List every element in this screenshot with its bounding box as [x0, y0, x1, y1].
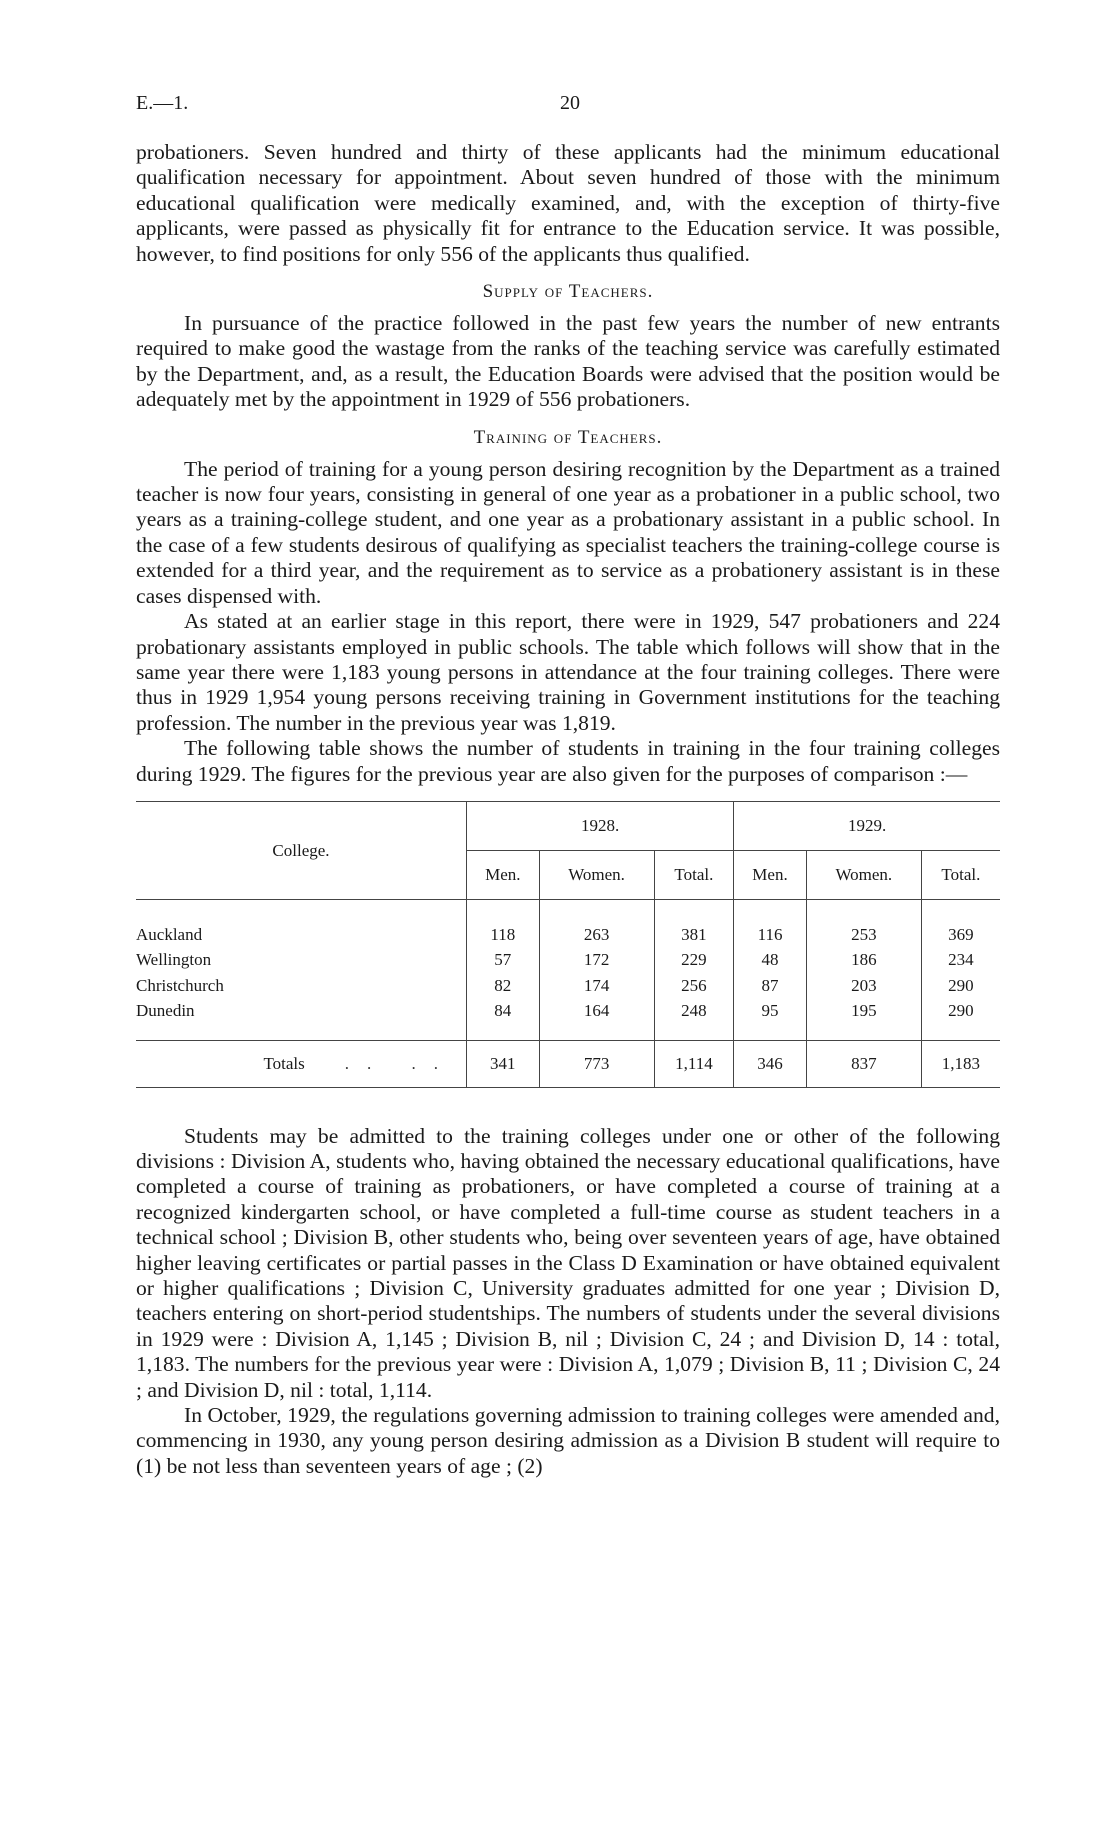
table-row	[136, 947, 1000, 972]
college-name: Dunedin	[136, 1001, 195, 1021]
total-cell: 773	[539, 1040, 654, 1087]
table-cell: 290	[921, 998, 1000, 1040]
dot-leaders: .. ..	[344, 1053, 456, 1073]
table-cell: 118	[467, 899, 540, 947]
table-cell: 248	[654, 998, 734, 1040]
table-cell: 87	[734, 973, 807, 998]
table-cell: 174	[539, 973, 654, 998]
table-cell: 253	[806, 899, 921, 947]
table-cell: 116	[734, 899, 807, 947]
section-heading-training: Training of Teachers.	[473, 426, 663, 448]
table-cell: 381	[654, 899, 734, 947]
total-cell: 837	[806, 1040, 921, 1087]
table-cell: 234	[921, 947, 1000, 972]
total-cell: 1,114	[654, 1040, 734, 1087]
table-row	[136, 998, 1000, 1040]
table-cell: 82	[467, 973, 540, 998]
page-body	[136, 140, 1000, 1479]
table-cell: 57	[467, 947, 540, 972]
college-name: Christchurch	[136, 975, 224, 995]
table-cell: 48	[734, 947, 807, 972]
paragraph: Students may be admitted to the training colleges under one or other of the following divisions : Division A, students who, having obtained the necessary educational qualifications, have completed a course of training as probationers, or have completed a course of training at a recognized kindergarten school, or have completed a full-time course as student teachers in a technical school ; Division B, other students who, being over seventeen years of age, have obtained higher leaving certificates or partial passes in the Class D Examination or have obtained equivalent or higher qualifications ; Division C, University graduates admitted for one year ; Division D, teachers entering on short-period studentships. The numbers of students under the several divisions in 1929 were : Division A, 1,145 ; Division B, nil ; Division C, 24 ; and Division D, 14 : total, 1,183. The numbers for the previous year were : Division A, 1,079 ; Division B, 11 ; Division C, 24 ; and Division D, nil : total, 1,114.	[136, 1123, 1000, 1402]
document-reference: E.—1.	[136, 92, 189, 114]
section-heading-supply: Supply of Teachers.	[482, 281, 654, 303]
table-cell: 84	[467, 998, 540, 1040]
college-name: Auckland	[136, 924, 203, 944]
table-cell: 229	[654, 947, 734, 972]
paragraph: The following table shows the number of students in training in the four training colleges during 1929. The figures for the previous year are also given for the purposes of comparison :—	[136, 736, 1000, 786]
stats-table	[136, 801, 1000, 1088]
table-cell: 369	[921, 899, 1000, 947]
men-1928-header: Men.	[467, 850, 540, 899]
total-cell: 346	[734, 1040, 807, 1087]
page-header	[136, 92, 996, 122]
women-1929-header: Women.	[806, 850, 921, 899]
totals-label: Totals	[263, 1053, 305, 1073]
women-1928-header: Women.	[539, 850, 654, 899]
year-1929-header: 1929.	[734, 801, 1000, 850]
paragraph: As stated at an earlier stage in this report, there were in 1929, 547 probationers and 224 probationary assistants employed in public schools. The table which follows will show that in the same year there were 1,183 young persons in attendance at the four training colleges. There were thus in 1929 1,954 young persons receiving training in Government institutions for the teaching profession. The number in the previous year was 1,819.	[136, 609, 1000, 735]
men-1929-header: Men.	[734, 850, 807, 899]
paragraph: probationers. Seven hundred and thirty of these applicants had the minimum educational qualification necessary for appointment. About seven hundred of those with the minimum educational qualification were medically examined, and, with the exception of thirty-five applicants, were passed as physically fit for entrance to the Education service. It was possible, however, to find positions for only 556 of the applicants thus qualified.	[136, 140, 1000, 266]
college-column-header: College.	[136, 801, 467, 899]
total-cell: 341	[467, 1040, 540, 1087]
table-cell: 164	[539, 998, 654, 1040]
table-cell: 263	[539, 899, 654, 947]
year-1928-header: 1928.	[467, 801, 734, 850]
totals-row	[136, 1040, 1000, 1087]
training-colleges-table	[136, 801, 1000, 1088]
table-row	[136, 899, 1000, 947]
table-cell: 290	[921, 973, 1000, 998]
table-cell: 256	[654, 973, 734, 998]
table-cell: 186	[806, 947, 921, 972]
table-cell: 95	[734, 998, 807, 1040]
college-name: Wellington	[136, 950, 212, 970]
paragraph: In October, 1929, the regulations governing admission to training colleges were amended and, commencing in 1930, any young person desiring admission as a Division B student will require to (1) be not less than seventeen years of age ; (2)	[136, 1403, 1000, 1478]
total-1929-header: Total.	[921, 850, 1000, 899]
paragraph: In pursuance of the practice followed in the past few years the number of new entrants required to make good the wastage from the ranks of the teaching service was carefully estimated by the Department, and, as a result, the Education Boards were advised that the position would be adequately met by the appointment in 1929 of 556 probationers.	[136, 311, 1000, 412]
table-cell: 203	[806, 973, 921, 998]
page-number: 20	[560, 92, 580, 114]
paragraph: The period of training for a young person desiring recognition by the Department as a trained teacher is now four years, consisting in general of one year as a probationer in a public school, two years as a training-college student, and one year as a probationary assistant in a public school. In the case of a few students desirous of qualifying as specialist teachers the training-college course is extended for a third year, and the requirement as to service as a probationery assistant is in these cases dispensed with.	[136, 456, 1000, 608]
total-cell: 1,183	[921, 1040, 1000, 1087]
total-1928-header: Total.	[654, 850, 734, 899]
table-row	[136, 973, 1000, 998]
table-cell: 172	[539, 947, 654, 972]
table-cell: 195	[806, 998, 921, 1040]
